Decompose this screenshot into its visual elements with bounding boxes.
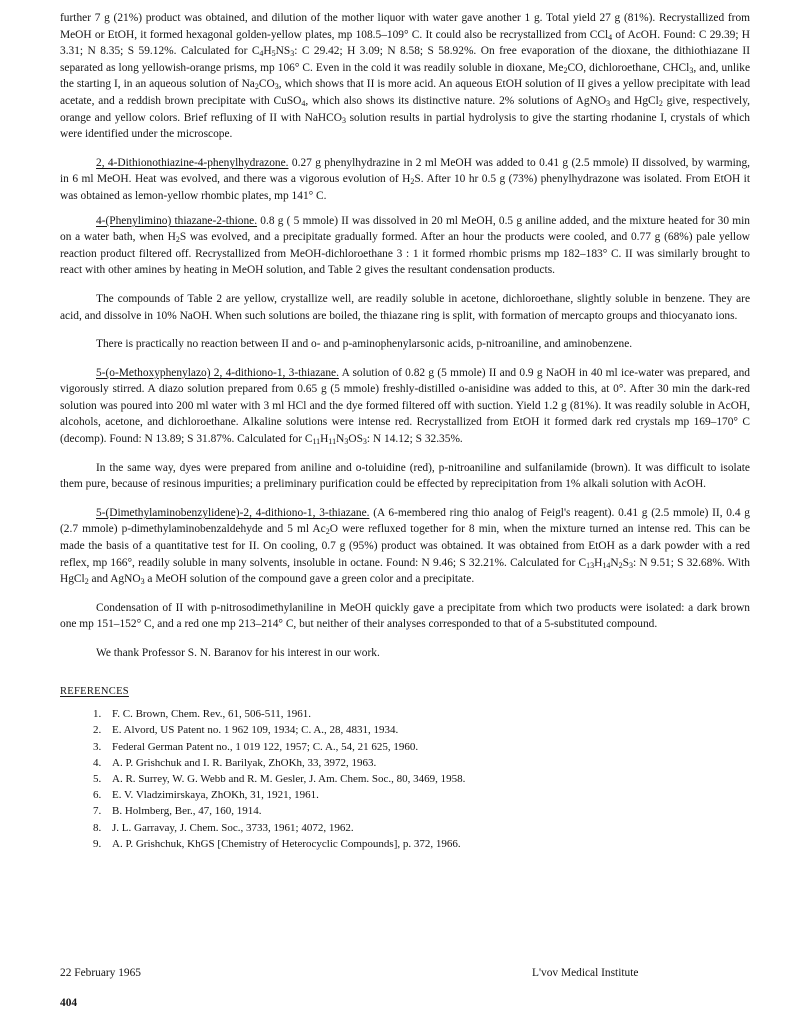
compound-heading: 5-(Dimethylaminobenzylidene)-2, 4-dithiono-1, 3-thiazane. xyxy=(96,506,370,519)
compound-heading: 2, 4-Dithionothiazine-4-phenylhydrazone. xyxy=(96,156,289,169)
reference-item: 8. J. L. Garravay, J. Chem. Soc., 3733, 1961; 4072, 1962. xyxy=(104,820,750,836)
paragraph-acknowledgement: We thank Professor S. N. Baranov for his interest in our work. xyxy=(96,647,380,659)
references-heading: REFERENCES xyxy=(60,685,129,697)
paragraph-phenylhydrazone: 2, 4-Dithionothiazine-4-phenylhydrazone. 0.27 g phenylhydrazine in 2 ml MeOH was added to 0.41 g (2.5 mmole) II dissolved, by warming, in 6 ml MeOH. Heat was evolved, and there was a vigorous evolution of $H_2S$. After 10 hr 0.5 g (73%) phenylhydrazone was isolated. From EtOH it was obtained as lemon-yellow rhombic plates, mp 141° C. xyxy=(60,156,750,202)
institution: L'vov Medical Institute xyxy=(532,967,639,979)
paragraph-phenylimino-thiazane: 4-(Phenylimino) thiazane-2-thione. 0.8 g ( 5 mmole) II was dissolved in 20 ml MeOH, 0.5 g aniline added, and the mixture heated for 30 min on a water bath, when $H_2S$ was evolved, and a precipitate gradually formed. After an hour the products were cooled, and 0.77 g (68%) pale yellow reaction product filtered off. Recrystallized from MeOH-dichloroethane 3 : 1 it formed rhombic prisms mp 182–183° C. II was similarly brought to react with other amines by heating in MeOH solution, and Table 2 gives the resultant condensation products. xyxy=(60,214,751,277)
paragraph-condensation: Condensation of II with p-nitrosodimethylaniline in MeOH quickly gave a precipitate from which two products were isolated: a dark brown one mp 151–152° C, and a red one mp 213–214° C, but neither of their analyses corresponded to that of a 5-substituted compound. xyxy=(60,601,750,631)
compound-heading: 5-(o-Methoxyphenylazo) 2, 4-dithiono-1, 3-thiazane. xyxy=(96,366,339,379)
reference-item: 3. Federal German Patent no., 1 019 122, 1957; C. A., 54, 21 625, 1960. xyxy=(104,739,750,755)
paragraph-intro: further 7 g (21%) product was obtained, and dilution of the mother liquor with water gave another 1 g. Total yield 27 g (81%). Recrystallized from MeOH or EtOH, it formed hexagonal golden-yellow plates, mp 108.5–109° C. It could also be recrystallized from CCl$_4$ of AcOH. Found: C 29.39; H 3.31; N 8.35; S 59.12%. Calculated for $C_4H_5NS_3$: C 29.42; H 3.09; N 8.58; S 58.92%. On free evaporation of the dioxane, the dithiothiazane II separated as long yellowish-orange prisms, mp 106° C. Even in the cold it was readily soluble in dioxane, $Me_2CO$, dichloroethane, CHCl$_3$, and, unlike the starting I, in an aqueous solution of $Na_2CO_3$, which shows that II is more acid. An aqueous EtOH solution of II gives a yellow precipitate with lead acetate, and a reddish brown precipitate with CuSO$_4$, which also shows its distinctive nature. 2% solutions of AgNO$_3$ and HgCl$_2$ give, respectively, orange and yellow colors. Brief refluxing of II with NaHCO$_3$ solution results in partial hydrolysis to give the starting rhodanine I, crystals of which were identified under the microscope. xyxy=(60,12,751,141)
footer xyxy=(60,967,750,985)
reference-item: 2. E. Alvord, US Patent no. 1 962 109, 1934; C. A., 28, 4831, 1934. xyxy=(104,722,750,738)
article-body xyxy=(60,10,750,852)
page-number: 404 xyxy=(60,997,78,1009)
received-date: 22 February 1965 xyxy=(60,967,141,979)
paragraph-table2-compounds: The compounds of Table 2 are yellow, crystallize well, are readily soluble in acetone, dichloroethane, slightly soluble in benzene. They are acid, and dissolve in 10% NaOH. When such solutions are boiled, the thiazane ring is split, with formation of mercapto groups and thiocyanato ions. xyxy=(60,292,750,322)
compound-heading: 4-(Phenylimino) thiazane-2-thione. xyxy=(96,214,258,227)
reference-item: 6. E. V. Vladzimirskaya, ZhOKh, 31, 1921, 1961. xyxy=(104,787,750,803)
paragraph-methoxyphenylazo: 5-(o-Methoxyphenylazo) 2, 4-dithiono-1, 3-thiazane. A solution of 0.82 g (5 mmole) II and 0.9 g NaOH in 40 ml ice-water was prepared, and vigorously stirred. A diazo solution prepared from 0.65 g (5 mmole) freshly-distilled o-anisidine was added to this, at 0°. After 30 min the dark-red solution was poured into 200 ml water with 3 ml HCl and the dye formed filtered off with suction. Yield 1.2 g (81%). It was readily soluble in AcOH, alcohols, acetone, and dichloroethane. Alkaline solutions were intense red. Recrystallized from EtOH it formed dark red crystals mp 169–170° C (decomp). Found: N 13.89; S 31.87%. Calculated for $C_{11}H_{11}N_3OS_3$: N 14.12; S 32.35%. xyxy=(60,366,750,447)
reference-item: 9. A. P. Grishchuk, KhGS [Chemistry of Heterocyclic Compounds], p. 372, 1966. xyxy=(104,836,750,852)
reference-item: 7. B. Holmberg, Ber., 47, 160, 1914. xyxy=(104,803,750,819)
references-list xyxy=(60,706,750,852)
paragraph-dyes: In the same way, dyes were prepared from aniline and o-toluidine (red), p-nitroaniline and sulfanilamide (brown). It was difficult to isolate them pure, because of resinous impurities; a preliminary purification could be effected by reprecipitation from 1% alkali solution with AcOH. xyxy=(60,461,750,491)
reference-item: 1. F. C. Brown, Chem. Rev., 61, 506-511, 1961. xyxy=(104,706,750,722)
paragraph-dimethylaminobenzylidene: 5-(Dimethylaminobenzylidene)-2, 4-dithiono-1, 3-thiazane. (A 6-membered ring thio analog of Feigl's reagent). 0.41 g (2.5 mmole) II, 0.4 g (2.7 mmole) p-dimethylaminobenzaldehyde and 5 ml $Ac_2O$ were refluxed together for 8 min, when the mixture turned an intense red. This can be made the basis of a quantitative test for II. On cooling, 0.7 g (95%) product was obtained. It was obtained from EtOH as a dark powder with a red reflex, mp 166°, readily soluble in many solvents, insoluble in octane. Found: N 9.46; S 32.21%. Calculated for $C_{13}H_{14}N_2S_3$: N 9.51; S 32.68%. With HgCl$_2$ and AgNO$_3$ a MeOH solution of the compound gave a green color and a precipitate. xyxy=(60,506,750,587)
reference-item: 4. A. P. Grishchuk and I. R. Barilyak, ZhOKh, 33, 3972, 1963. xyxy=(104,755,750,771)
reference-item: 5. A. R. Surrey, W. G. Webb and R. M. Gesler, J. Am. Chem. Soc., 80, 3469, 1958. xyxy=(104,771,750,787)
paragraph-no-reaction: There is practically no reaction between II and o- and p-aminophenylarsonic acids, p-nitroaniline, and aminobenzene. xyxy=(96,338,633,351)
